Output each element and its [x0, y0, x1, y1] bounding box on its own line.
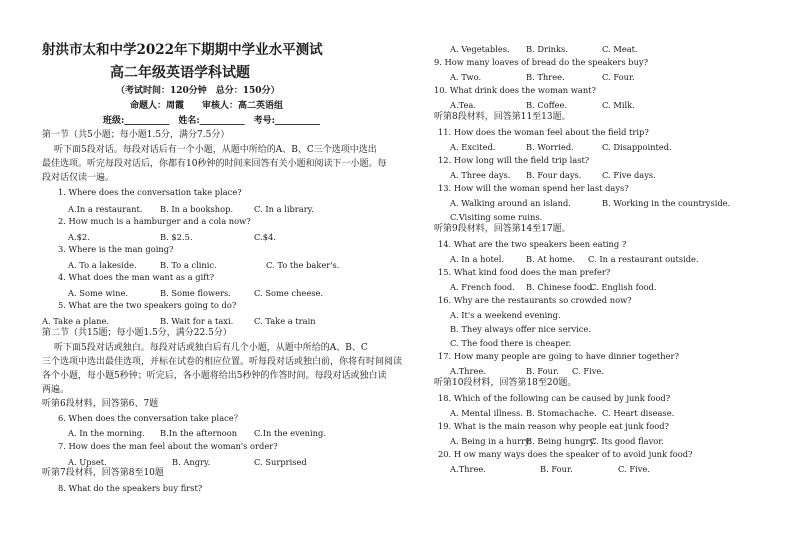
option-b: B. Angry. — [172, 457, 211, 467]
instruction-line: 听下面5段对话。每段对话后有一个小题，从题中所给的A、B、C三个选项中选出 — [54, 145, 377, 155]
option-b: B. They always offer nice service. — [450, 324, 591, 334]
question-18: 18. Which of the following can be caused by junk food? — [438, 393, 671, 403]
question-9: 9. How many loaves of bread do the speakers buy? — [434, 57, 649, 67]
option-b: B. $2.5. — [160, 232, 193, 242]
option-c: C. Take a train — [254, 316, 316, 326]
question-4: 4. What does the man want as a gift? — [58, 272, 215, 282]
option-a: A.Three. — [450, 464, 486, 474]
option-a: A.In a restaurant. — [68, 204, 143, 214]
option-c: C. Milk. — [602, 100, 635, 110]
question-2: 2. How much is a hamburger and a cola now? — [58, 216, 251, 226]
question-10: 10. What drink does the woman want? — [434, 85, 596, 95]
question-1: 1. Where does the conversation take place? — [58, 187, 242, 197]
option-a: A. Three days. — [450, 170, 511, 180]
option-c: C. Its good flavor. — [590, 436, 664, 446]
option-a: A. French food. — [450, 282, 515, 292]
student-fields: 班级:__________ 姓名:__________ 考号:__________ — [103, 116, 320, 126]
question-19: 19. What is the main reason why people eat junk food? — [438, 421, 669, 431]
option-c: C. Heart disease. — [602, 408, 675, 418]
option-c: C. Surprised — [254, 457, 307, 467]
option-c: C. Four. — [602, 72, 635, 82]
material-heading: 听第10段材料，回答第18至20题。 — [434, 378, 577, 388]
question-12: 12. How long will the field trip last? — [438, 155, 590, 165]
option-b: B. At home. — [526, 254, 575, 264]
option-b: B. To a clinic. — [160, 260, 217, 270]
question-3: 3. Where is the man going? — [58, 244, 174, 254]
exam-title: 射洪市太和中学2022年下期期中学业水平测试 — [42, 42, 323, 58]
option-c: C.In the evening. — [254, 428, 326, 438]
option-b: B.In the afternoon — [160, 428, 238, 438]
option-c: C.$4. — [254, 232, 276, 242]
question-6: 6. When does the conversation take place？ — [58, 413, 242, 423]
option-a: A. Mental illness. — [450, 408, 523, 418]
option-c: C. In a restaurant outside. — [588, 254, 699, 264]
instruction-line: 最佳选项。听完每段对话后，你都有10秒钟的时间来回答有关小题和阅读下一小题。每 — [42, 159, 387, 169]
option-b: B. Working in the countryside. — [602, 198, 731, 208]
instruction-line: 各个小题，每小题5秒钟；听完后，各小题将给出5秒钟的作答时间。每段对话或独白读 — [42, 371, 387, 381]
option-a: A. Upset. — [68, 457, 107, 467]
option-a: A.Three. — [450, 366, 486, 376]
option-c: C. Meat. — [602, 44, 638, 54]
option-a: A. In the morning. — [68, 428, 145, 438]
option-a: A. Walking around an island. — [450, 198, 571, 208]
option-b: B. Chinese food. — [526, 282, 595, 292]
option-b: B. Stomachache. — [526, 408, 597, 418]
option-b: B. In a bookshop. — [160, 204, 234, 214]
instruction-line: 三个选项中选出最佳选项，并标在试卷的相应位置。听每段对话或独白前，你将有时间阅读 — [42, 357, 403, 367]
question-11: 11. How does the woman feel about the field trip? — [438, 127, 649, 137]
option-c: C. Some cheese. — [254, 288, 324, 298]
option-c: C. Disappointed. — [602, 142, 672, 152]
option-a: A. Vegetables. — [450, 44, 510, 54]
material-heading: 听第7段材料，回答第8至10题 — [42, 468, 164, 478]
option-b: B. Coffee. — [526, 100, 568, 110]
option-a: A. It's a weekend evening. — [450, 310, 561, 320]
option-b: B. Four. — [540, 464, 573, 474]
question-15: 15. What kind food does the man prefer? — [438, 267, 611, 277]
option-b: B. Wait for a taxi. — [160, 316, 234, 326]
section-heading: 第二节（共15题；每小题1.5分，满分22.5分） — [42, 328, 232, 338]
option-c: C. Five days. — [602, 170, 656, 180]
question-7: 7. How does the man feel about the woman's order? — [58, 441, 278, 451]
option-b: B. Some flowers. — [160, 288, 231, 298]
option-c: C. To the baker's. — [266, 260, 340, 270]
option-c: C. In a library. — [254, 204, 314, 214]
question-5: 5. What are the two speakers going to do? — [58, 300, 237, 310]
option-b: B. Worried. — [526, 142, 574, 152]
option-c: C. Five. — [618, 464, 650, 474]
option-a: A. Take a plane. — [42, 316, 110, 326]
option-c: C. Five. — [572, 366, 604, 376]
question-16: 16. Why are the restaurants so crowded now? — [438, 295, 632, 305]
option-a: A. To a lakeside. — [68, 260, 137, 270]
option-c: C. English food. — [590, 282, 657, 292]
question-20: 20. H ow many ways does the speaker of to avoid junk food? — [438, 449, 693, 459]
exam-authors: 命题人：周霞 审核人：高二英语组 — [130, 101, 284, 111]
instruction-line: 听下面5段对话或独白。每段对话或独白后有几个小题，从题中所给的A、B、C — [54, 343, 368, 353]
option-a: A. Excited. — [450, 142, 496, 152]
option-a: A.$2. — [68, 232, 90, 242]
option-b: B. Four. — [526, 366, 559, 376]
option-a: A. In a hotel. — [450, 254, 504, 264]
option-a: A. Some wine. — [68, 288, 129, 298]
material-heading: 听第9段材料，回答第14至17题。 — [434, 224, 571, 234]
option-b: B. Drinks. — [526, 44, 568, 54]
option-b: B. Being hungry. — [526, 436, 596, 446]
question-14: 14. What are the two speakers been eating ? — [438, 239, 627, 249]
question-13: 13. How will the woman spend her last days? — [438, 183, 629, 193]
question-17: 17. How many people are going to have dinner together? — [438, 351, 679, 361]
option-c: C. The food there is cheaper. — [450, 338, 572, 348]
exam-info: （考试时间：120分钟 总分：150分） — [116, 86, 280, 96]
option-b: B. Four days. — [526, 170, 582, 180]
instruction-line: 两遍。 — [42, 385, 70, 395]
option-b: B. Three. — [526, 72, 565, 82]
exam-subtitle: 高二年级英语学科试题 — [110, 65, 250, 81]
option-a: A.Tea. — [450, 100, 477, 110]
option-a: A. Being in a hurry. — [450, 436, 532, 446]
section-heading: 第一节（共5小题；每小题1.5分，满分7.5分） — [42, 130, 230, 140]
question-8: 8. What do the speakers buy first? — [58, 483, 203, 493]
material-heading: 听第8段材料，回答第11至13题。 — [434, 112, 571, 122]
option-c: C.Visiting some ruins. — [450, 212, 543, 222]
option-a: A. Two. — [450, 72, 482, 82]
material-heading: 听第6段材料，回答第6、7题 — [42, 399, 159, 409]
instruction-line: 段对话仅读一遍。 — [42, 173, 115, 183]
